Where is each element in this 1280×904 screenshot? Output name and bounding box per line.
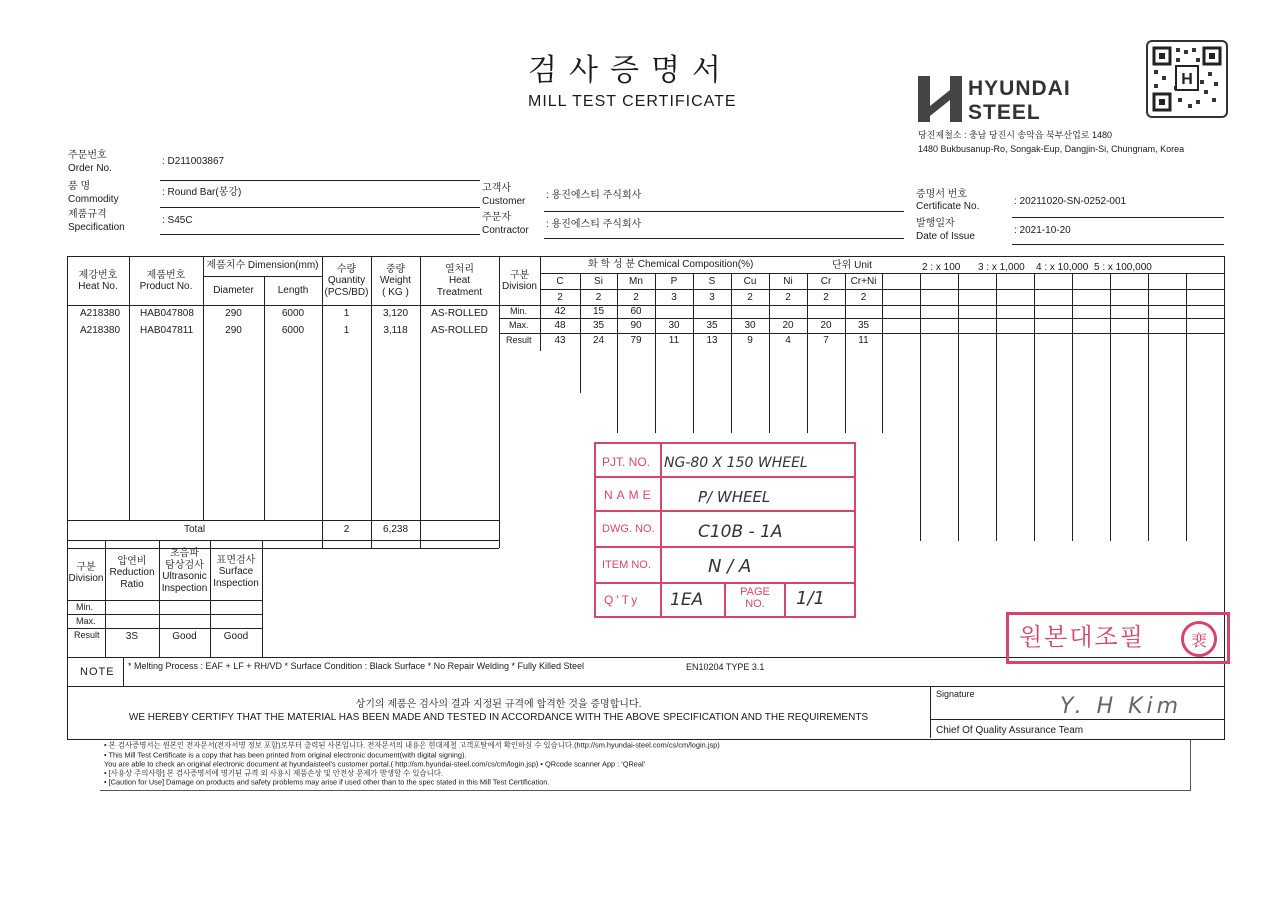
row1-heat-treatment: AS-ROLLED [431, 308, 488, 319]
project-stamp [594, 442, 856, 618]
row1-quantity: 1 [343, 308, 350, 319]
total-quantity: 2 [343, 524, 350, 535]
specification-value: : S45C [162, 215, 193, 226]
mech-max-label: Max. [76, 616, 96, 626]
division-header: 구분 Division [501, 269, 537, 292]
stamp-qty-value: 1EA [670, 590, 704, 610]
surface-inspection-result: Good [223, 631, 249, 642]
chem-min-value: 60 [630, 306, 642, 317]
unit-3: 3 : x 1,000 [978, 262, 1025, 273]
certificate-no-value: : 20211020-SN-0252-001 [1014, 196, 1127, 207]
seal-circle-icon [1181, 621, 1217, 657]
length-header: Length [277, 285, 309, 297]
chem-min-value: 15 [592, 306, 605, 317]
element-unit: 2 [823, 292, 829, 303]
mech-division-header: 구분 Division [68, 561, 104, 584]
element-mn-header: Mn [629, 276, 643, 287]
certificate-no-label-ko: 증명서 번호 [916, 189, 968, 200]
row2-product-no: HAB047811 [140, 325, 194, 336]
product-no-header: 제품번호 Product No. [139, 269, 193, 292]
unit-5: 5 : x 100,000 [1094, 262, 1152, 273]
reduction-ratio-result: 3S [125, 631, 139, 642]
footer-line-4: • [사용상 주의사항] 본 검사증명서에 명기된 규격 외 사용시 제품손상 및 안전상 문제가 발생할 수 있습니다. [104, 769, 443, 778]
weight-header: 중량 Weight ( KG ) [380, 263, 411, 298]
quantity-header: 수량 Quantity (PCS/BD) [324, 263, 369, 298]
chem-max-value: 35 [857, 320, 870, 331]
reduction-ratio-header: 압연비 Reduction Ratio [109, 555, 155, 590]
seal-character: 裵 [1190, 630, 1207, 650]
signer-title: Chief Of Quality Assurance Team [936, 725, 1084, 736]
note-label: NOTE [80, 666, 115, 678]
stamp-pjt-label: PJT. NO. [602, 455, 651, 469]
certificate-no-label-en: Certificate No. [916, 201, 980, 212]
footer-line-2: • This Mill Test Certificate is a copy that has been printed from original electronic document(with digital signing). [104, 751, 467, 760]
address-english: 1480 Bukbusanup-Ro, Songak-Eup, Dangjin-Si, Chungnam, Korea [918, 144, 1185, 154]
chem-result-value: 79 [630, 335, 642, 346]
certify-korean: 상기의 제품은 검사의 결과 지정된 규격에 합격한 것을 증명합니다. [355, 699, 642, 710]
order-no-label-ko: 주문번호 [68, 150, 107, 161]
stamp-dwg-label: DWG. NO. [602, 523, 655, 535]
chem-max-value: 30 [668, 320, 680, 331]
specification-label-ko: 제품규격 [68, 209, 107, 220]
element-unit: 3 [671, 292, 677, 303]
ultrasonic-header: 초음파 탐상검사 Ultrasonic Inspection [161, 548, 208, 594]
footer-notes [100, 740, 1191, 791]
dimension-header: 제품치수 Dimension(mm) [206, 260, 319, 272]
stamp-pjt-value: NG-80 X 150 WHEEL [664, 455, 808, 471]
chem-min-label: Min. [510, 306, 528, 316]
element-s-header: S [708, 276, 716, 287]
stamp-item-value: N / A [708, 556, 752, 577]
signature-label: Signature [936, 689, 975, 699]
element-cr-ni-header: Cr+Ni [850, 276, 877, 287]
chem-result-value: 4 [785, 335, 791, 346]
heat-treatment-header: 열처리 Heat Treatment [436, 263, 483, 298]
chemical-composition-header: 화 학 성 분 Chemical Composition(%) [588, 259, 754, 270]
date-of-issue-label-ko: 발행일자 [916, 218, 955, 229]
chem-max-value: 48 [554, 320, 566, 331]
element-unit: 2 [557, 292, 563, 303]
stamp-name-value: P/ WHEEL [698, 488, 771, 506]
note-standard: EN10204 TYPE 3.1 [686, 662, 765, 672]
signature-handwriting: Y. H Kim [1060, 694, 1183, 719]
footer-line-1: • 본 검사증명서는 원본인 전자문서(전자서명 정보 포함)로부터 출력된 사본입니다. 전자문서의 내용은 현대제철 고객포탈에서 확인하실 수 있습니다.(http://sm.hyundai-steel.com/cs/cm/login.jsp) [104, 741, 720, 750]
stamp-name-label: NAME [604, 488, 655, 502]
chem-result-value: 24 [592, 335, 605, 346]
contractor-label-ko: 주문자 [482, 212, 511, 223]
logo-text-steel: STEEL [968, 101, 1041, 124]
stamp-dwg-value: C10B - 1A [698, 522, 783, 542]
chem-result-value: 11 [858, 335, 869, 346]
unit-label: 단위 Unit [832, 260, 872, 271]
qr-code-icon [1146, 40, 1228, 118]
row2-quantity: 1 [343, 325, 350, 336]
total-weight: 6,238 [382, 524, 409, 535]
footer-line-5: • [Caution for Use] Damage on products and safety problems may arise if used other than to the spec stated in this Mill Test Certification. [104, 778, 550, 787]
diameter-header: Diameter [213, 285, 254, 297]
chem-result-value: 43 [554, 335, 566, 346]
surface-inspection-header: 표면검사 Surface Inspection [213, 554, 259, 589]
certify-english: WE HEREBY CERTIFY THAT THE MATERIAL HAS BEEN MADE AND TESTED IN ACCORDANCE WITH THE ABOVE SPECIFICATION AND THE REQUIREMENTS [128, 712, 869, 723]
stamp-page-value: 1/1 [796, 588, 825, 609]
mech-min-label: Min. [76, 602, 94, 612]
element-unit: 2 [633, 292, 639, 303]
commodity-label-ko: 품 명 [68, 181, 91, 192]
mech-result-label: Result [74, 630, 100, 640]
stamp-page-label: PAGE NO. [740, 586, 770, 611]
order-no-value: : D211003867 [162, 156, 225, 167]
chem-min-value: 42 [554, 306, 566, 317]
element-c-header: C [556, 276, 564, 287]
original-verified-stamp [1006, 612, 1230, 664]
row1-heat-no: A218380 [80, 308, 121, 319]
row1-weight: 3,120 [382, 308, 409, 319]
row2-heat-no: A218380 [80, 325, 121, 336]
order-no-label-en: Order No. [68, 163, 112, 174]
element-unit: 2 [785, 292, 791, 303]
customer-label-ko: 고객사 [482, 183, 511, 194]
row1-product-no: HAB047808 [140, 308, 194, 319]
chem-max-value: 20 [782, 320, 794, 331]
stamp-item-label: ITEM NO. [602, 559, 651, 571]
date-of-issue-label-en: Date of Issue [916, 231, 975, 242]
element-cu-header: Cu [743, 276, 757, 287]
heat-no-header: 제강번호 Heat No. [78, 269, 118, 292]
note-text: * Melting Process : EAF + LF + RH/VD * Surface Condition : Black Surface * No Repair Welding * Fully Killed Steel [128, 661, 585, 671]
date-of-issue-value: : 2021-10-20 [1014, 225, 1071, 236]
row2-weight: 3,118 [383, 325, 408, 336]
address-korean: 당진제철소 : 충남 당진시 송악읍 북부산업로 1480 [918, 130, 1113, 140]
chem-max-value: 20 [820, 320, 832, 331]
chem-result-value: 11 [668, 335, 680, 346]
element-cr-header: Cr [820, 276, 832, 287]
chem-result-label: Result [506, 335, 532, 345]
chem-max-label: Max. [509, 320, 529, 330]
ultrasonic-result: Good [172, 631, 197, 642]
element-unit: 2 [860, 292, 867, 303]
title-korean: 검사증명서 [528, 53, 733, 88]
row2-heat-treatment: AS-ROLLED [431, 325, 488, 336]
original-verified-text: 원본대조필 [1019, 623, 1145, 651]
row1-length: 6000 [281, 308, 305, 319]
chem-max-value: 90 [630, 320, 642, 331]
commodity-label-en: Commodity [68, 194, 119, 205]
contractor-label-en: Contractor [482, 225, 529, 236]
total-label: Total [184, 524, 206, 535]
customer-label-en: Customer [482, 196, 526, 207]
commodity-value: : Round Bar(봉강) [162, 187, 242, 198]
chem-max-value: 35 [592, 320, 605, 331]
stamp-qty-label: Q'Ty [604, 593, 641, 607]
unit-2: 2 : x 100 [922, 262, 961, 273]
element-unit: 3 [709, 292, 715, 303]
row1-diameter: 290 [225, 308, 242, 319]
specification-label-en: Specification [68, 222, 125, 233]
element-unit: 2 [747, 292, 753, 303]
svg-text:H: H [1181, 71, 1193, 88]
row2-length: 6000 [281, 325, 305, 336]
contractor-value: : 용진에스티 주식회사 [546, 219, 642, 230]
element-unit: 2 [595, 292, 602, 303]
logo-text-hyundai: HYUNDAI [968, 77, 1071, 100]
chem-result-value: 7 [823, 335, 829, 346]
element-si-header: Si [594, 276, 603, 287]
customer-value: : 용진에스티 주식회사 [546, 190, 642, 201]
chem-result-value: 13 [706, 335, 718, 346]
row2-diameter: 290 [225, 325, 242, 336]
element-ni-header: Ni [783, 276, 793, 287]
element-p-header: P [670, 276, 678, 287]
hyundai-steel-logo-icon [918, 76, 962, 122]
footer-line-3: You are able to check an original electronic document at hyundaisteel's customer portal.( http://sm.hyundai-steel.com/cs/cm/login.jsp) • QRcode scanner App : 'QReal' [104, 760, 646, 769]
chem-max-value: 30 [744, 320, 756, 331]
chem-result-value: 9 [747, 335, 753, 346]
unit-4: 4 : x 10,000 [1036, 262, 1089, 273]
title-english: MILL TEST CERTIFICATE [528, 93, 737, 110]
chem-max-value: 35 [706, 320, 718, 331]
